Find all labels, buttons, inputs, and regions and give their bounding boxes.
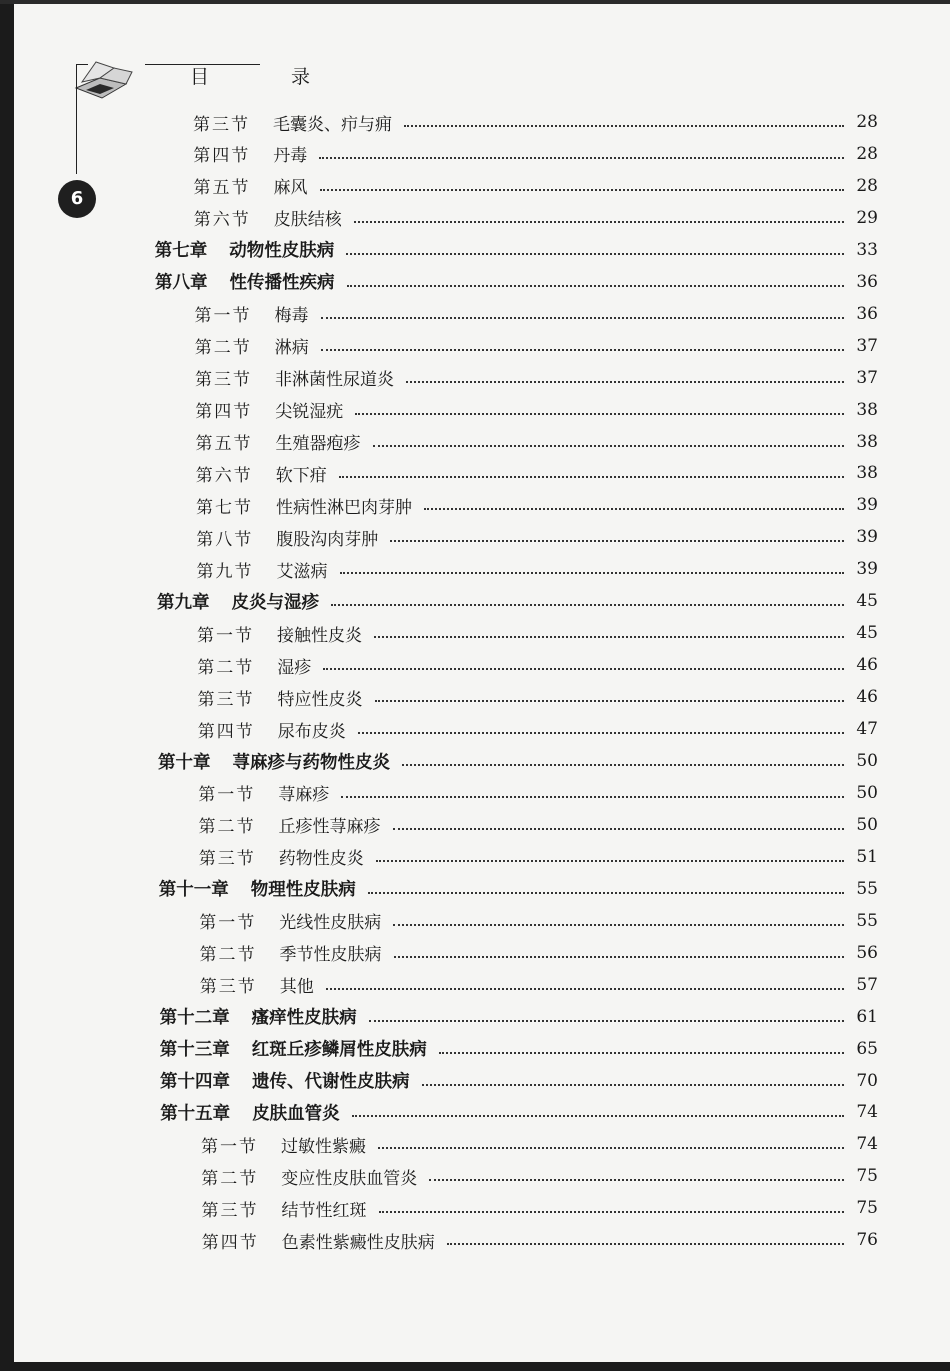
- toc-entry-number: 第二节: [197, 657, 255, 678]
- toc-entry-title: 梅毒: [274, 306, 309, 327]
- toc-leader-dots: [354, 221, 844, 223]
- toc-entry-number: 第一节: [198, 785, 256, 806]
- toc-chapter[interactable]: [155, 269, 878, 295]
- toc-leader-dots: [369, 1020, 844, 1022]
- toc-leader-dots: [379, 1211, 845, 1213]
- toc-section[interactable]: [198, 716, 878, 742]
- toc-entry-title: 皮炎与湿疹: [231, 592, 319, 613]
- toc-entry-number: 第三节: [201, 1200, 259, 1221]
- toc-section[interactable]: [193, 141, 878, 167]
- toc-entry-page: 28: [856, 175, 878, 196]
- page-title: 目 录: [190, 66, 349, 88]
- toc-entry-page: 56: [856, 942, 878, 963]
- toc-entry-page: 76: [856, 1230, 878, 1251]
- toc-leader-dots: [341, 796, 844, 798]
- toc-leader-dots: [376, 860, 844, 862]
- toc-entry-page: 50: [856, 814, 878, 835]
- toc-entry-number: 第七章: [154, 241, 208, 262]
- toc-entry-title: 湿疹: [277, 657, 312, 678]
- toc-entry-title: 腹股沟肉芽肿: [276, 529, 379, 550]
- toc-section[interactable]: [195, 397, 878, 423]
- toc-entry-page: 57: [856, 974, 878, 995]
- toc-leader-dots: [439, 1052, 844, 1054]
- toc-entry-page: 74: [856, 1102, 878, 1123]
- toc-leader-dots: [404, 125, 844, 127]
- toc-entry-page: 45: [856, 623, 878, 644]
- toc-entry-page: 38: [856, 463, 878, 484]
- toc-section[interactable]: [198, 780, 878, 806]
- toc-entry-title: 生殖器疱疹: [275, 434, 361, 454]
- toc-entry-page: 36: [856, 303, 878, 324]
- toc-entry-number: 第四节: [201, 1232, 259, 1253]
- toc-entry-number: 第四节: [193, 146, 251, 167]
- toc-section[interactable]: [195, 301, 879, 327]
- toc-leader-dots: [368, 892, 844, 894]
- toc-entry-number: 第二节: [198, 817, 256, 838]
- toc-entry-title: 红斑丘疹鳞屑性皮肤病: [251, 1040, 427, 1061]
- toc-entry-number: 第九章: [157, 592, 210, 613]
- toc-chapter[interactable]: [160, 1036, 878, 1062]
- toc-entry-number: 第八节: [196, 529, 254, 550]
- toc-entry-number: 第三节: [193, 114, 250, 135]
- toc-leader-dots: [339, 476, 844, 478]
- toc-entry-number: 第六节: [193, 210, 251, 231]
- toc-entry-number: 第三节: [197, 689, 255, 710]
- toc-entry-page: 29: [856, 207, 878, 228]
- toc-entry-page: 65: [856, 1038, 878, 1059]
- toc-section[interactable]: [194, 173, 879, 199]
- toc-entry-title: 皮肤血管炎: [252, 1103, 340, 1124]
- toc-leader-dots: [352, 1115, 844, 1117]
- toc-entry-title: 季节性皮肤病: [279, 945, 382, 966]
- toc-entry-number: 第四节: [195, 402, 253, 423]
- toc-section[interactable]: [194, 205, 878, 231]
- toc-entry-title: 物理性皮肤病: [250, 880, 356, 901]
- toc-entry-page: 37: [856, 335, 878, 356]
- toc-entry-page: 37: [856, 367, 878, 388]
- toc-entry-number: 第二节: [194, 338, 252, 359]
- toc-entry-number: 第一节: [199, 913, 257, 934]
- toc-leader-dots: [323, 668, 844, 670]
- toc-entry-number: 第六节: [195, 465, 253, 486]
- toc-chapter[interactable]: [159, 876, 878, 902]
- toc-entry-title: 非淋菌性尿道炎: [275, 370, 394, 391]
- toc-leader-dots: [374, 636, 844, 638]
- toc-leader-dots: [321, 349, 844, 351]
- toc-entry-page: 47: [856, 719, 878, 740]
- toc-leader-dots: [340, 572, 845, 574]
- toc-entry-title: 麻风: [273, 178, 308, 199]
- toc-entry-page: 74: [856, 1134, 878, 1155]
- toc-section[interactable]: [202, 1227, 878, 1253]
- toc-leader-dots: [394, 956, 845, 958]
- toc-section[interactable]: [199, 844, 878, 870]
- toc-entry-number: 第十章: [158, 752, 211, 773]
- toc-leader-dots: [429, 1179, 844, 1181]
- toc-entry-title: 尿布皮炎: [277, 721, 346, 742]
- toc-entry-page: 50: [856, 782, 878, 803]
- toc-leader-dots: [321, 317, 845, 319]
- toc-entry-title: 动物性皮肤病: [229, 241, 335, 262]
- toc-entry-page: 33: [856, 239, 878, 260]
- toc-section[interactable]: [201, 1163, 878, 1189]
- toc-section[interactable]: [195, 365, 878, 391]
- toc-section[interactable]: [193, 109, 878, 135]
- toc-entry-page: 50: [856, 751, 878, 771]
- toc-entry-title: 淋病: [274, 338, 309, 359]
- toc-entry-page: 46: [856, 655, 878, 676]
- toc-entry-page: 28: [856, 143, 878, 164]
- toc-leader-dots: [447, 1243, 844, 1245]
- toc-entry-title: 过敏性紫癜: [281, 1136, 366, 1157]
- toc-entry-page: 55: [856, 878, 878, 899]
- toc-leader-dots: [358, 732, 844, 734]
- toc-entry-page: 70: [856, 1070, 878, 1091]
- toc-entry-number: 第十三章: [159, 1040, 230, 1061]
- toc-leader-dots: [406, 381, 844, 383]
- toc-entry-number: 第三节: [198, 849, 256, 870]
- toc-section[interactable]: [197, 556, 879, 582]
- toc-entry-number: 第一节: [201, 1136, 258, 1157]
- toc-entry-number: 第九节: [196, 561, 254, 582]
- toc-entry-title: 性传播性疾病: [229, 273, 335, 294]
- toc-entry-title: 光线性皮肤病: [279, 913, 382, 934]
- toc-section[interactable]: [197, 620, 878, 646]
- toc-chapter[interactable]: [160, 1099, 878, 1125]
- toc-entry-number: 第三节: [199, 977, 257, 998]
- toc-section[interactable]: [196, 460, 878, 486]
- toc-entry-page: 28: [856, 112, 878, 132]
- toc-entry-title: 结节性红斑: [281, 1200, 367, 1221]
- toc-entry-title: 毛囊炎、疖与痈: [273, 114, 392, 135]
- toc-entry-title: 药物性皮炎: [278, 849, 364, 870]
- toc-entry-page: 39: [856, 527, 878, 548]
- toc-leader-dots: [347, 285, 845, 287]
- toc-entry-number: 第三节: [195, 370, 252, 391]
- toc-leader-dots: [393, 828, 845, 830]
- toc-entry-page: 75: [856, 1166, 878, 1187]
- toc-chapter[interactable]: [155, 237, 878, 263]
- toc-leader-dots: [390, 540, 844, 542]
- toc-section[interactable]: [195, 333, 878, 359]
- toc-chapter[interactable]: [158, 748, 878, 774]
- toc-entry-number: 第十二章: [159, 1008, 230, 1029]
- toc-leader-dots: [320, 189, 845, 191]
- toc-entry-page: 46: [856, 687, 878, 708]
- toc-entry-number: 第十四章: [160, 1072, 230, 1092]
- toc-leader-dots: [402, 764, 844, 766]
- toc-leader-dots: [326, 988, 844, 990]
- toc-entry-title: 尖锐湿疣: [275, 402, 344, 423]
- toc-chapter[interactable]: [160, 1068, 878, 1094]
- toc-entry-number: 第五节: [193, 178, 251, 199]
- toc-leader-dots: [378, 1147, 844, 1149]
- toc-entry-title: 软下疳: [275, 465, 327, 486]
- toc-entry-number: 第五节: [195, 434, 253, 454]
- toc-entry-page: 61: [856, 1006, 878, 1027]
- toc-entry-title: 艾滋病: [276, 561, 328, 582]
- toc-section[interactable]: [200, 972, 878, 998]
- toc-entry-page: 38: [856, 399, 878, 420]
- toc-section[interactable]: [198, 684, 879, 710]
- toc-section[interactable]: [197, 652, 878, 678]
- toc-entry-number: 第七节: [196, 497, 253, 518]
- toc-entry-title: 性病性淋巴肉芽肿: [276, 497, 412, 518]
- toc-entry-number: 第二节: [201, 1168, 259, 1189]
- toc-entry-title: 变应性皮肤血管炎: [281, 1168, 418, 1189]
- toc-entry-page: 36: [856, 271, 878, 292]
- toc-entry-page: 39: [856, 559, 878, 580]
- toc-section[interactable]: [196, 524, 878, 550]
- toc-leader-dots: [346, 253, 844, 255]
- toc-entry-page: 39: [856, 495, 878, 516]
- toc-section[interactable]: [200, 940, 879, 966]
- toc-entry-title: 丹毒: [273, 146, 308, 167]
- toc-entry-number: 第八章: [155, 273, 208, 294]
- toc-section[interactable]: [199, 908, 878, 934]
- toc-entry-title: 荨麻疹与药物性皮炎: [232, 752, 390, 773]
- toc-leader-dots: [393, 924, 844, 926]
- toc-leader-dots: [355, 413, 844, 415]
- toc-leader-dots: [422, 1084, 845, 1086]
- toc-entry-page: 55: [856, 910, 878, 931]
- toc-section[interactable]: [201, 1131, 878, 1157]
- toc-entry-title: 接触性皮炎: [277, 625, 362, 646]
- toc-entry-number: 第四节: [197, 721, 255, 742]
- toc-section[interactable]: [199, 812, 879, 838]
- toc-entry-title: 遗传、代谢性皮肤病: [252, 1072, 410, 1092]
- toc-leader-dots: [424, 508, 844, 510]
- toc-entry-number: 第一节: [194, 306, 252, 327]
- toc-leader-dots: [373, 445, 845, 447]
- toc-chapter[interactable]: [160, 1004, 878, 1030]
- toc-entry-number: 第十五章: [160, 1103, 231, 1124]
- toc-section[interactable]: [196, 429, 879, 455]
- toc-entry-number: 第二节: [199, 945, 257, 966]
- toc-entry-title: 其他: [279, 977, 314, 998]
- toc-entry-title: 皮肤结核: [273, 210, 342, 231]
- toc-entry-page: 51: [856, 846, 878, 867]
- toc-leader-dots: [319, 157, 844, 159]
- toc-entry-title: 色素性紫癜性皮肤病: [281, 1232, 435, 1253]
- toc-leader-dots: [375, 700, 845, 702]
- toc-entry-title: 丘疹性荨麻疹: [278, 817, 381, 838]
- toc-section[interactable]: [196, 492, 878, 518]
- toc-chapter[interactable]: [157, 588, 878, 614]
- toc-section[interactable]: [202, 1195, 879, 1221]
- toc-entry-page: 38: [856, 431, 878, 452]
- toc-entry-number: 第一节: [197, 625, 254, 646]
- toc-entry-page: 45: [856, 591, 878, 612]
- toc-entry-title: 荨麻疹: [278, 785, 330, 806]
- toc-entry-number: 第十一章: [158, 880, 229, 901]
- page-number-badge: 6: [58, 180, 96, 218]
- toc-entry-page: 75: [856, 1198, 878, 1219]
- toc-entry-title: 特应性皮炎: [277, 689, 363, 710]
- toc-leader-dots: [331, 604, 844, 606]
- toc-entry-title: 瘙痒性皮肤病: [251, 1008, 357, 1029]
